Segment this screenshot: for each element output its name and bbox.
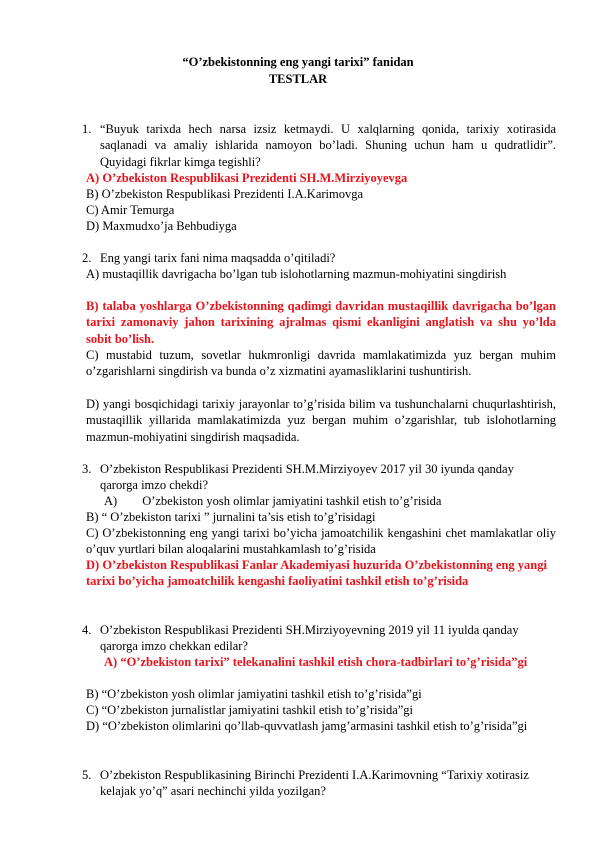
question-number: 1. — [82, 122, 92, 136]
answer-option: C) Amir Temurga — [86, 203, 175, 217]
answer-option-correct: A) O’zbekiston Respublikasi Prezidenti SH.M.Mirziyoyevga — [86, 171, 408, 185]
answer-option: A) O’zbekiston yosh olimlar jamiyatini tashkil etish to’g’risida — [104, 494, 442, 508]
answer-option-correct: D) O’zbekiston Respublikasi Fanlar Akademiyasi huzurida O’zbekistonning eng yangi tarixi bo’yicha jamoatchilik kengashi faoliyatini tashkil etish to’g’risida — [86, 558, 547, 589]
answer-option: B) “O’zbekiston yosh olimlar jamiyatini tashkil etish to’g’risida”gi — [86, 687, 422, 701]
document-title: “O’zbekistonning eng yangi tarixi” fanidan — [182, 55, 414, 69]
answer-option: D) yangi bosqichidagi tarixiy jarayonlar to’g’risida bilim va tushunchalarni chuqurlashtirish, mustaqillik yillarida mamlakatimizda yuz bergan muhim o’zgarishlar, tub islohotlarning mazmun-mohiyatini singdirish maqsadida. — [86, 397, 556, 444]
answer-option: B) “ O’zbekiston tarixi ” jurnalini ta’sis etish to’g’risidagi — [86, 510, 376, 524]
answer-option: D) Maxmudxo’ja Behbudiyga — [86, 219, 237, 233]
answer-option-correct: A) “O’zbekiston tarixi” telekanalini tashkil etish chora-tadbirlari to’g’risida”gi — [104, 655, 528, 669]
question-text: O’zbekiston Respublikasining Birinchi Prezidenti I.A.Karimovning “Tarixiy xotirasiz kelajak yo’q” asari nechinchi yilda yozilgan? — [100, 768, 529, 799]
answer-option: C) O’zbekistonning eng yangi tarixi bo’yicha jamoatchilik kengashini chet mamlakatlar oliy o’quv yurtlari bilan aloqalarini mustahkamlash to’g’risida — [86, 526, 556, 557]
document-subtitle: TESTLAR — [268, 72, 328, 86]
question-number: 2. — [82, 251, 92, 265]
answer-option: B) O’zbekiston Respublikasi Prezidenti I.A.Karimovga — [86, 187, 364, 201]
question-text: O’zbekiston Respublikasi Prezidenti SH.Mirziyoyevning 2019 yil 11 iyulda qanday qarorga imzo chekkan edilar? — [100, 623, 519, 654]
question-text: Eng yangi tarix fani nima maqsadda o’qitiladi? — [100, 251, 336, 265]
answer-option: C) mustabid tuzum, sovetlar hukmronligi davrida mamlakatimizda yuz bergan muhim o’zgarishlarni singdirish va bunda o’z xizmatini ayamasliklarini tushuntirish. — [86, 348, 556, 379]
question-number: 3. — [82, 462, 92, 476]
answer-option: D) “O’zbekiston olimlarini qo’llab-quvvatlash jamg’armasini tashkil etish to’g’risida”gi — [86, 719, 528, 733]
answer-option-correct: B) talaba yoshlarga O’zbekistonning qadimgi davridan mustaqillik davrigacha bo’lgan tarixi zamonaviy jahon tarixining ajralmas qismi ekanligini anglatish va shu yo’lda sobit bo’lish. — [86, 299, 556, 346]
question-number: 4. — [82, 623, 92, 637]
question-text: “Buyuk tarixda hech narsa izsiz ketmaydi. U xalqlarning qonida, tarixiy xotirasida saqlanadi va amaliy ishlarida namoyon bo’ladi. Shuning uchun ham u qudratlidir”. Quyidagi fikrlar kimga tegishli? — [100, 122, 556, 169]
answer-option: A) mustaqillik davrigacha bo’lgan tub islohotlarning mazmun-mohiyatini singdirish — [86, 267, 507, 281]
question-text: O’zbekiston Respublikasi Prezidenti SH.M.Mirziyoyev 2017 yil 30 iyunda qanday qarorga imzo chekdi? — [100, 462, 514, 493]
answer-option: C) “O’zbekiston jurnalistlar jamiyatini tashkil etish to’g’risida”gi — [86, 703, 414, 717]
question-number: 5. — [82, 768, 92, 782]
